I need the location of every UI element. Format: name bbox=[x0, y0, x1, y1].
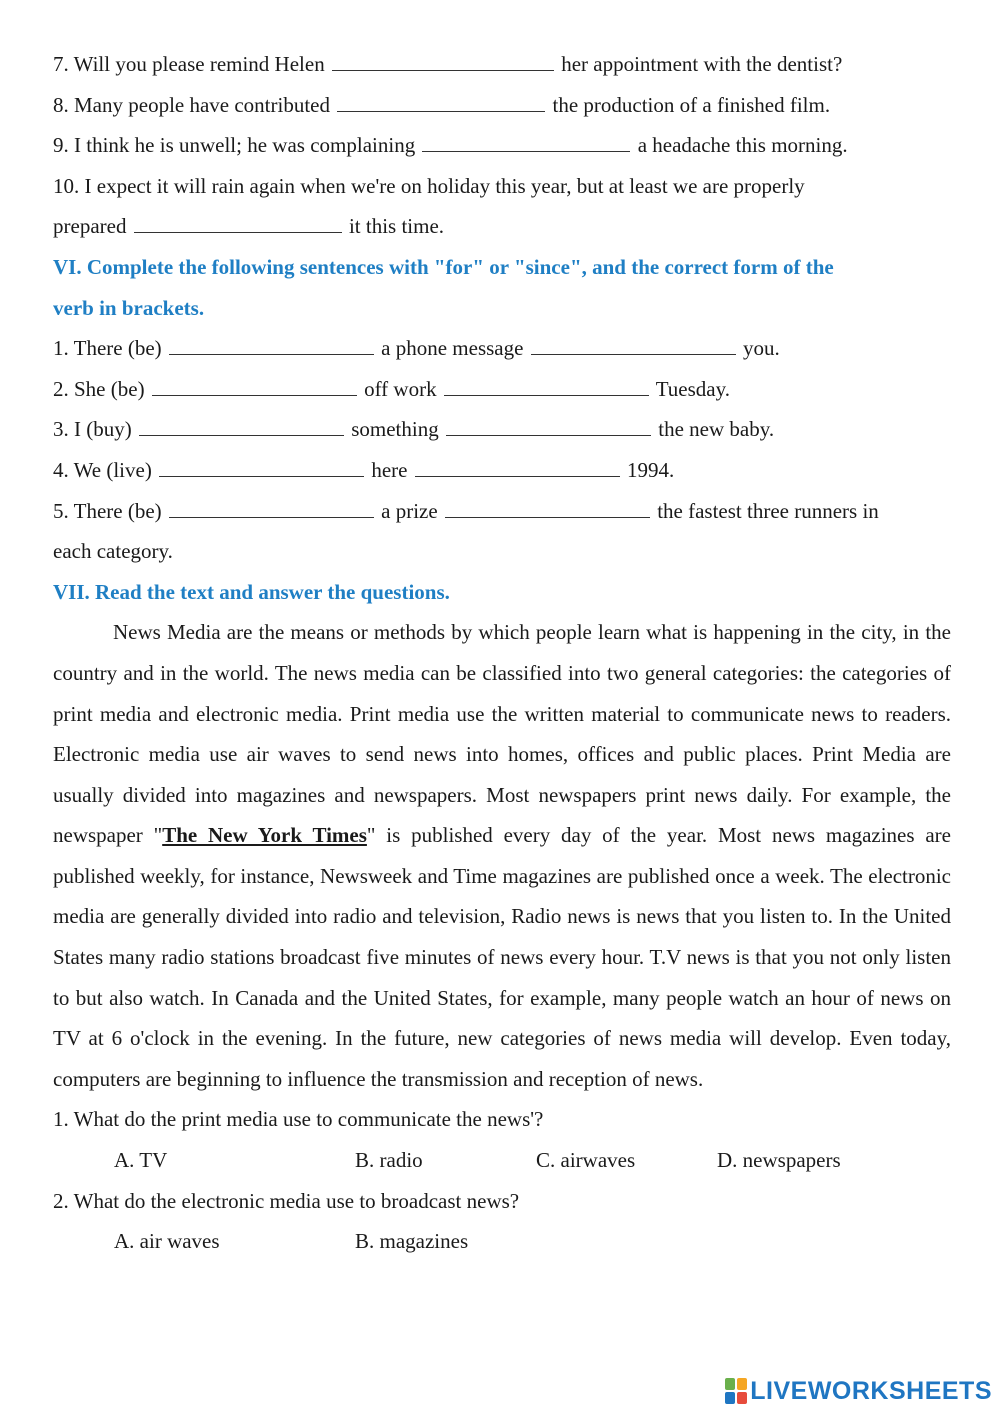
question-2: 2. What do the electronic media use to broadcast news? bbox=[53, 1188, 520, 1213]
section-vi-item-4: 4. We (live) here 1994. bbox=[53, 457, 675, 482]
question-1-options bbox=[53, 1140, 953, 1181]
exercise-item-10-continued: prepared it this time. bbox=[53, 214, 445, 239]
section-vi-item-3: 3. I (buy) something the new baby. bbox=[53, 417, 775, 442]
section-vi-item-1: 1. There (be) a phone message you. bbox=[53, 336, 780, 361]
option-b[interactable]: B. magazines bbox=[355, 1229, 469, 1254]
worksheet-page bbox=[53, 44, 953, 1262]
for-since-blank[interactable] bbox=[531, 336, 736, 355]
for-since-blank[interactable] bbox=[444, 377, 649, 396]
verb-blank[interactable] bbox=[169, 336, 374, 355]
option-a[interactable]: A. TV bbox=[114, 1148, 168, 1173]
answer-blank[interactable] bbox=[337, 93, 545, 112]
new-york-times-link[interactable]: The New York Times bbox=[162, 823, 367, 848]
liveworksheets-logo bbox=[725, 1374, 992, 1408]
section-vi-heading: VI. Complete the following sentences with "for" or "since", and the correct form of the bbox=[53, 254, 834, 279]
for-since-blank[interactable] bbox=[446, 417, 651, 436]
reading-passage: News Media are the means or methods by which people learn what is happening in the city, in the country and in the world. The news media can be classified into two general categories: the categories of print media and electronic media. Print media use the written material to communicate news to readers. Electronic media use air waves to send news into homes, offices and public places. Print Media are usually divided into magazines and newspapers. Most newspapers print news daily. For example, the newspaper "The New York Times" is published every day of the year. Most news magazines are published weekly, for instance, Newsweek and Time magazines are published once a week. The electronic media are generally divided into radio and television, Radio news is news that you listen to. In the United States many radio stations broadcast five minutes of news every hour. T.V news is that you not only listen to but also watch. In Canada and the United States, for example, many people watch an hour of news on TV at 6 o'clock in the evening. In the future, new categories of news media will develop. Even today, computers are beginning to influence the transmission and reception of news. bbox=[53, 620, 951, 1091]
question-1: 1. What do the print media use to communicate the news'? bbox=[53, 1107, 544, 1132]
answer-blank[interactable] bbox=[332, 52, 554, 71]
for-since-blank[interactable] bbox=[445, 499, 650, 518]
section-vi-item-2: 2. She (be) off work Tuesday. bbox=[53, 376, 730, 401]
option-b[interactable]: B. radio bbox=[355, 1148, 423, 1173]
liveworksheets-logo-icon bbox=[725, 1378, 747, 1404]
section-vi-item-5-continued: each category. bbox=[53, 539, 173, 564]
question-2-options bbox=[53, 1221, 953, 1262]
verb-blank[interactable] bbox=[152, 377, 357, 396]
option-c[interactable]: C. airwaves bbox=[536, 1148, 636, 1173]
logo-text: LIVEWORKSHEETS bbox=[750, 1376, 992, 1405]
verb-blank[interactable] bbox=[159, 458, 364, 477]
verb-blank[interactable] bbox=[139, 417, 344, 436]
verb-blank[interactable] bbox=[169, 499, 374, 518]
answer-blank[interactable] bbox=[134, 214, 342, 233]
section-vii-heading: VII. Read the text and answer the questions. bbox=[53, 579, 450, 604]
answer-blank[interactable] bbox=[422, 133, 630, 152]
section-vi-heading-continued: verb in brackets. bbox=[53, 295, 205, 320]
section-vi-item-5: 5. There (be) a prize the fastest three runners in bbox=[53, 498, 879, 523]
exercise-item-7: 7. Will you please remind Helen her appointment with the dentist? bbox=[53, 52, 843, 76]
exercise-item-8: 8. Many people have contributed the production of a finished film. bbox=[53, 92, 831, 117]
option-a[interactable]: A. air waves bbox=[114, 1229, 220, 1254]
option-d[interactable]: D. newspapers bbox=[717, 1148, 841, 1173]
for-since-blank[interactable] bbox=[415, 458, 620, 477]
exercise-item-9: 9. I think he is unwell; he was complaining a headache this morning. bbox=[53, 133, 848, 158]
exercise-item-10: 10. I expect it will rain again when we're on holiday this year, but at least we are properly bbox=[53, 173, 805, 198]
